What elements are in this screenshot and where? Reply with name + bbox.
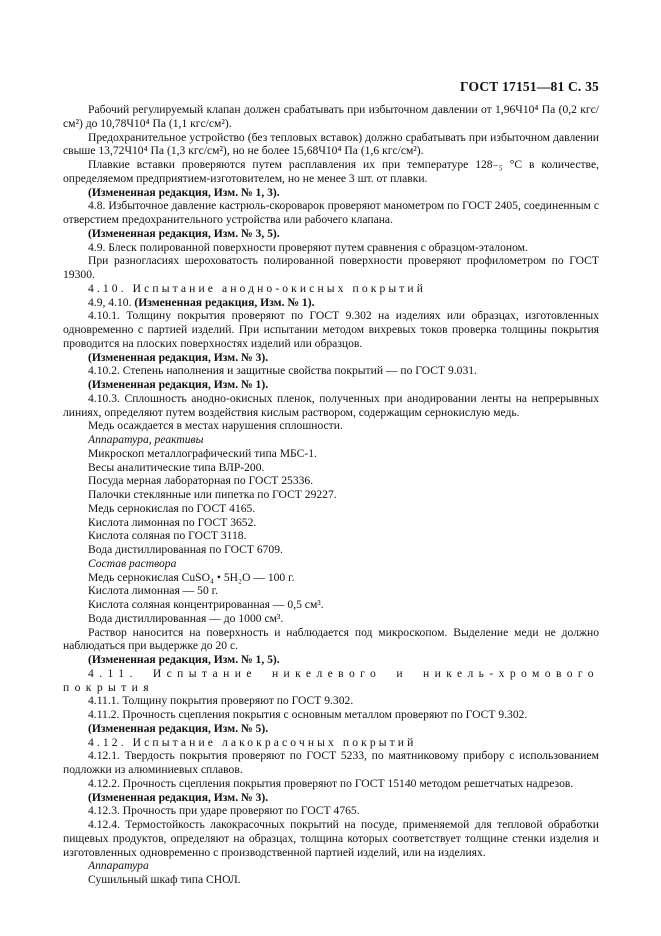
amendment-note: (Измененная редакция, Изм. № 1). — [134, 295, 315, 309]
paragraph: Кислота лимонная по ГОСТ 3652. — [88, 515, 257, 529]
paragraph: Медь осаждается в местах нарушения сплошности. — [88, 419, 343, 433]
paragraph: (Измененная редакция, Изм. № 1, 3). — [88, 185, 280, 199]
paragraph: Сушильный шкаф типа СНОЛ. — [88, 873, 241, 886]
paragraph: Рабочий регулируемый клапан должен срабатывать при избыточном давлении от 1,96Ч10⁴ Па (0,2 кгс/см²) до 10,78Ч10⁴ Па (1,1 кгс/см²). — [63, 103, 599, 130]
paragraph: (Измененная редакция, Изм. № 1, 5). — [88, 653, 280, 666]
paragraph: Аппаратура, реактивы — [88, 433, 204, 446]
paragraph: Медь сернокислая по ГОСТ 4165. — [88, 501, 256, 515]
paragraph: 4.11. Испытание никелевого и никель-хромового покрытия — [63, 666, 599, 694]
paragraph: 4.10.3. Сплошность анодно-окисных пленок, полученных при анодировании ленты на непрерывных линиях, определяют путем воздействия кислым раствором, содержащим сернокислую медь. — [63, 391, 599, 419]
paragraph: При разногласиях шероховатость полированной поверхности проверяют профилометром по ГОСТ 19300. — [63, 254, 599, 281]
paragraph: 4.12.4. Термостойкость лакокрасочных покрытий на посуде, применяемой для тепловой обработки пищевых продуктов, определяют на образцах, толщина которых соответствует толщине стенки изделия и изготовленных одновременно с производственной партией изделий, или на изделиях. — [63, 818, 599, 859]
paragraph: 4.10. Испытание анодно-окисных покрытий — [88, 281, 427, 295]
paragraph: Микроскоп металлографический типа МБС-1. — [88, 446, 317, 460]
paragraph: 4.9. Блеск полированной поверхности проверяют путем сравнения с образцом-эталоном. — [88, 240, 528, 254]
paragraph: (Измененная редакция, Изм. № 3). — [88, 790, 269, 804]
paragraph: 4.12.3. Прочность при ударе проверяют по ГОСТ 4765. — [88, 804, 360, 818]
paragraph: (Измененная редакция, Изм. № 3). — [88, 350, 269, 364]
paragraph: Состав раствора — [88, 556, 177, 570]
paragraph: Весы аналитические типа ВЛР-200. — [88, 460, 265, 474]
paragraph: Посуда мерная лабораторная по ГОСТ 25336. — [88, 474, 314, 488]
paragraph: 4.9, 4.10. (Измененная редакция, Изм. № 1). — [88, 295, 315, 309]
paragraph: Кислота соляная концентрированная — 0,5 см³. — [88, 598, 324, 611]
paragraph: Раствор наносится на поверхность и наблюдается под микроскопом. Выделение меди не должно наблюдаться при выдержке до 20 с. — [63, 625, 599, 653]
paragraph: Аппаратура — [88, 859, 149, 873]
paragraph: 4.12. Испытание лакокрасочных покрытий — [88, 735, 417, 749]
paragraph: (Измененная редакция, Изм. № 5). — [88, 721, 269, 735]
paragraph: 4.12.1. Твердость покрытия проверяют по ГОСТ 5233, по маятниковому прибору с использованием подложки из алюминиевых сплавов. — [63, 749, 599, 776]
paragraph: Плавкие вставки проверяются путем расплавления их при температуре 128₋₅ °С в количестве, определяемом предприятием-изготовителем, но не менее 3 шт. от плавки. — [63, 158, 599, 185]
paragraph: Вода дистиллированная по ГОСТ 6709. — [88, 543, 283, 556]
paragraph: Кислота лимонная — 50 г. — [88, 584, 219, 598]
paragraph: 4.10.2. Степень наполнения и защитные свойства покрытий — по ГОСТ 9.031. — [88, 364, 477, 378]
paragraph: 4.10.1. Толщину покрытия проверяют по ГОСТ 9.302 на изделиях или образцах, изготовленных одновременно с партией изделий. При испытании методом вихревых токов проверка толщины покрытия проводится на плоских поверхностях изделий или образцов. — [63, 309, 599, 350]
page-header: ГОСТ 17151—81 С. 35 — [460, 79, 599, 94]
paragraph: Кислота соляная по ГОСТ 3118. — [88, 529, 247, 543]
paragraph: Предохранительное устройство (без тепловых вставок) должно срабатывать при избыточном давлении свыше 13,72Ч10⁴ Па (1,3 кгс/см²), но не более 15,68Ч10⁴ Па (1,6 кгс/см²). — [63, 130, 599, 158]
document-body — [63, 103, 599, 887]
paragraph: Вода дистиллированная — до 1000 см³. — [88, 611, 284, 625]
paragraph: 4.12.2. Прочность сцепления покрытия проверяют по ГОСТ 15140 методом решетчатых надрезов. — [88, 776, 574, 790]
paragraph: Медь сернокислая CuSO₄ • 5H₂O — 100 г. — [88, 570, 295, 584]
paragraph: 4.8. Избыточное давление кастрюль-скороварок проверяют манометром по ГОСТ 2405, соединенным с отверстием предохранительного устройства или рабочего клапана. — [63, 199, 599, 226]
paragraph: (Измененная редакция, Изм. № 3, 5). — [88, 226, 280, 240]
paragraph: (Измененная редакция, Изм. № 1). — [88, 378, 269, 391]
paragraph: 4.11.1. Толщину покрытия проверяют по ГОСТ 9.302. — [88, 694, 354, 708]
paragraph: 4.11.2. Прочность сцепления покрытия с основным металлом проверяют по ГОСТ 9.302. — [88, 708, 528, 721]
paragraph: Палочки стеклянные или пипетка по ГОСТ 29227. — [88, 488, 337, 501]
